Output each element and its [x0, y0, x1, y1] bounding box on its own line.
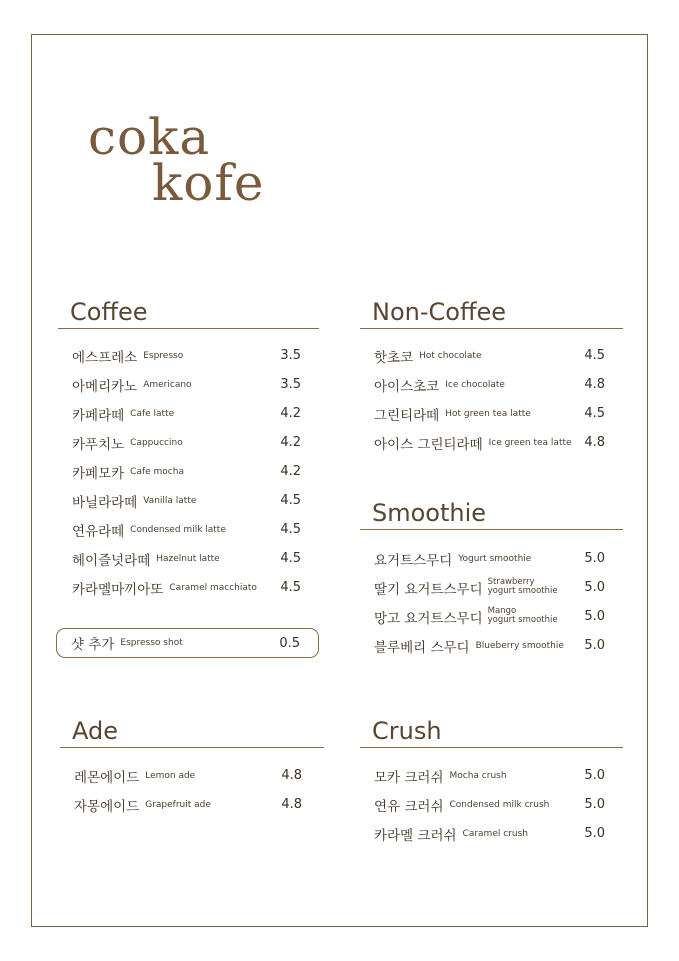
- menu-item: [58, 457, 319, 486]
- item-english-name: Cafe mocha: [130, 466, 184, 477]
- menu-item: [58, 428, 319, 457]
- brand-line-2: kofe: [152, 154, 265, 212]
- item-korean-name: 연유라떼: [72, 523, 125, 540]
- item-price: 5.0: [584, 826, 605, 841]
- item-english-name: Lemon ade: [145, 770, 196, 781]
- section-crush: [360, 717, 623, 848]
- menu-item: [360, 631, 623, 660]
- menu-item: [58, 399, 319, 428]
- item-english-name: [488, 578, 558, 595]
- menu-item: [58, 544, 319, 573]
- item-price: 4.5: [280, 580, 301, 595]
- item-english-name: [488, 607, 558, 624]
- item-price: 5.0: [584, 609, 605, 624]
- item-english-name: Hot chocolate: [419, 350, 482, 361]
- menu-item: [360, 819, 623, 848]
- item-english-name: Cafe latte: [130, 408, 175, 419]
- item-english-name: Hot green tea latte: [445, 408, 531, 419]
- item-price: 4.2: [280, 406, 301, 421]
- item-korean-name: 바닐라라떼: [72, 494, 138, 511]
- item-price: 4.5: [280, 522, 301, 537]
- item-english-name: Ice chocolate: [445, 379, 505, 390]
- item-korean-name: 연유 크러쉬: [374, 798, 444, 815]
- item-korean-name: 카페라떼: [72, 407, 125, 424]
- noncoffee-items: [360, 341, 623, 457]
- item-english-name: Caramel crush: [462, 828, 528, 839]
- menu-item: [58, 370, 319, 399]
- item-english-line-1: Strawberry: [487, 577, 535, 587]
- item-price: 4.5: [280, 493, 301, 508]
- item-korean-name: 카라멜 크러쉬: [374, 827, 457, 844]
- menu-item: [360, 761, 623, 790]
- item-korean-name: 아메리카노: [72, 378, 138, 395]
- item-english-name: Grapefruit ade: [145, 799, 211, 810]
- item-korean-name: 헤이즐넛라떼: [72, 552, 151, 569]
- menu-item: [360, 573, 623, 602]
- menu-item: [58, 515, 319, 544]
- item-korean-name: 샷 추가: [71, 637, 115, 653]
- item-english-name: Condensed milk latte: [130, 524, 226, 535]
- item-price: 4.8: [281, 797, 302, 812]
- item-korean-name: 카페모카: [72, 465, 125, 482]
- menu-item: [360, 341, 623, 370]
- item-price: 5.0: [584, 580, 605, 595]
- item-price: 4.2: [280, 435, 301, 450]
- brand-line-1: coka: [88, 108, 211, 166]
- smoothie-items: [360, 544, 623, 660]
- menu-item: [360, 399, 623, 428]
- section-title-crush: Crush: [360, 717, 623, 748]
- section-title-coffee: Coffee: [58, 298, 319, 329]
- item-price: 4.8: [584, 435, 605, 450]
- menu-item: [360, 428, 623, 457]
- menu-item: [58, 341, 319, 370]
- item-korean-name: 그린티라떼: [374, 407, 440, 424]
- item-price: 0.5: [279, 635, 300, 651]
- item-english-name: Hazelnut latte: [156, 553, 220, 564]
- item-korean-name: 아이스 그린티라떼: [374, 436, 483, 453]
- item-price: 5.0: [584, 638, 605, 653]
- item-korean-name: 핫초코: [374, 349, 414, 366]
- item-price: 5.0: [584, 797, 605, 812]
- menu-item: [60, 790, 324, 819]
- item-english-name: Vanilla latte: [143, 495, 197, 506]
- item-price: 4.5: [280, 551, 301, 566]
- item-english-name: Condensed milk crush: [449, 799, 550, 810]
- item-korean-name: 딸기 요거트스무디: [374, 581, 483, 598]
- item-english-name: Mocha crush: [449, 770, 507, 781]
- item-price: 3.5: [280, 348, 301, 363]
- menu-item: [60, 761, 324, 790]
- item-korean-name: 요거트스무디: [374, 552, 453, 569]
- item-price: 3.5: [280, 377, 301, 392]
- item-english-name: Americano: [143, 379, 192, 390]
- item-korean-name: 레몬에이드: [74, 769, 140, 786]
- item-english-name: Yogurt smoothie: [458, 553, 532, 564]
- item-price: 4.8: [584, 377, 605, 392]
- item-korean-name: 아이스초코: [374, 378, 440, 395]
- coffee-items: [58, 341, 319, 602]
- menu-item: [360, 602, 623, 631]
- item-korean-name: 자몽에이드: [74, 798, 140, 815]
- espresso-shot-box: [56, 628, 319, 658]
- item-price: 5.0: [584, 551, 605, 566]
- item-english-name: Espresso: [143, 350, 184, 361]
- item-english-name: Ice green tea latte: [488, 437, 572, 448]
- item-english-name: Cappuccino: [130, 437, 183, 448]
- section-smoothie: [360, 499, 623, 660]
- item-price: 4.2: [280, 464, 301, 479]
- brand-logo: [88, 108, 288, 212]
- section-title-ade: Ade: [60, 717, 324, 748]
- crush-items: [360, 761, 623, 848]
- item-price: 4.5: [584, 348, 605, 363]
- menu-item: [58, 486, 319, 515]
- item-price: 4.8: [281, 768, 302, 783]
- ade-items: [60, 761, 324, 819]
- item-korean-name: 망고 요거트스무디: [374, 610, 483, 627]
- menu-item: [360, 544, 623, 573]
- menu-item: [360, 370, 623, 399]
- item-english-line-1: Mango: [487, 606, 517, 616]
- item-korean-name: 에스프레소: [72, 349, 138, 366]
- item-english-line-2: yogurt smoothie: [487, 585, 558, 596]
- item-english-line-2: yogurt smoothie: [487, 614, 558, 625]
- item-korean-name: 카라멜마끼아또: [72, 581, 164, 598]
- item-price: 4.5: [584, 406, 605, 421]
- section-title-noncoffee: Non-Coffee: [360, 298, 623, 329]
- section-title-smoothie: Smoothie: [360, 499, 623, 530]
- item-korean-name: 블루베리 스무디: [374, 639, 470, 656]
- item-english-name: Blueberry smoothie: [475, 640, 564, 651]
- item-korean-name: 모카 크러쉬: [374, 769, 444, 786]
- section-coffee: [58, 298, 319, 602]
- section-ade: [60, 717, 324, 819]
- item-korean-name: 카푸치노: [72, 436, 125, 453]
- section-noncoffee: [360, 298, 623, 457]
- item-english-name: Caramel macchiato: [169, 582, 257, 593]
- menu-item: [360, 790, 623, 819]
- menu-item: [58, 573, 319, 602]
- item-price: 5.0: [584, 768, 605, 783]
- item-english-name: Espresso shot: [120, 638, 183, 648]
